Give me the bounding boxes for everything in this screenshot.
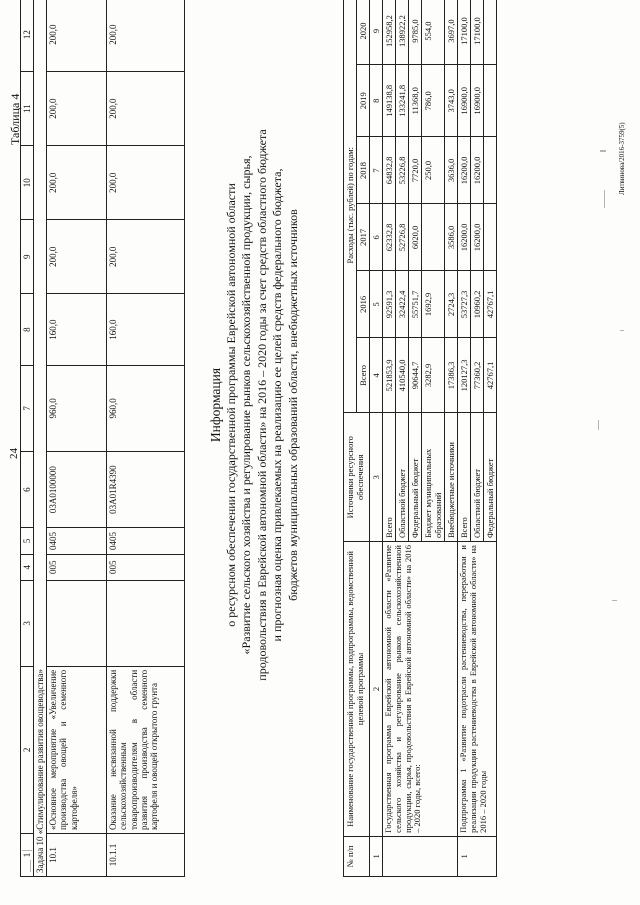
row-source: Федеральный бюджет: [409, 413, 422, 542]
col-number: 8: [370, 65, 383, 137]
row-2016: 160,0: [47, 294, 107, 366]
row-number: 1: [458, 836, 497, 876]
col-number: 6: [370, 204, 383, 271]
row-value: 52726,8: [396, 204, 409, 271]
row-value: [484, 0, 497, 65]
row-value: 7720,0: [409, 137, 422, 204]
row-value: 133241,8: [396, 65, 409, 137]
row-value: 3636,0: [445, 137, 458, 204]
row-value: 17100,0: [471, 0, 484, 65]
row-value: 92591,3: [383, 271, 396, 338]
header-year: 2018: [357, 137, 370, 204]
col-number: 1: [370, 836, 383, 876]
row-2020: 200,0: [47, 0, 107, 72]
activities-table: [20, 0, 185, 877]
row-source: Областной бюджет: [396, 413, 409, 542]
col-header: 10: [21, 146, 34, 220]
scan-mark: [604, 190, 605, 208]
row-total: 17386,3: [445, 338, 458, 413]
row-total: 410540,0: [396, 338, 409, 413]
title-line: бюджетов муниципальных образований области, внебюджетных источников: [285, 209, 300, 601]
col-header: 6: [21, 451, 34, 527]
col-number: 9: [370, 0, 383, 65]
row-2017: 200,0: [107, 220, 185, 294]
row-value: 53727,3: [458, 271, 471, 338]
row-value: [484, 137, 497, 204]
row-value: 786,0: [422, 65, 445, 137]
row-csr: 03А0100000: [47, 451, 107, 527]
row-source: Всего: [458, 413, 471, 542]
row-grbs: 005: [47, 554, 107, 580]
header-source: Источники ресурсного обеспечения: [344, 413, 370, 542]
row-source: Бюджет муниципальных образований: [422, 413, 445, 542]
col-header: 8: [21, 294, 34, 366]
col-header: 9: [21, 220, 34, 294]
row-2017: 200,0: [47, 220, 107, 294]
title-line: о ресурсном обеспечении государственной программы Еврейской автономной области: [223, 183, 238, 627]
title-line: «Развитие сельского хозяйства и регулирование рынков сельскохозяйственной продукции, сырья,: [239, 155, 253, 655]
row-value: 42767,1: [484, 271, 497, 338]
row-2018: 200,0: [47, 146, 107, 220]
row-value: 62332,8: [383, 204, 396, 271]
row-value: 1692,9: [422, 271, 445, 338]
row-value: 32422,4: [396, 271, 409, 338]
row-value: 16200,0: [458, 137, 471, 204]
scan-mark: [620, 330, 624, 331]
row-source: Всего: [383, 413, 396, 542]
row-2018: 200,0: [107, 146, 185, 220]
col-header: 4: [21, 554, 34, 580]
row-2019: 200,0: [107, 72, 185, 146]
header-year: 2020: [357, 0, 370, 65]
col-number-row: [370, 0, 383, 877]
header-num: № п/п: [344, 836, 370, 876]
row-total: 521853,9: [383, 338, 396, 413]
title-line: и прогнозная оценка привлекаемых на реализацию ее целей средств федерального бюджета,: [270, 168, 284, 642]
row-name: Оказание несвязанной поддержки сельскохозяйственным товаропроизводителям в области развития производства семенного картофеля и овощей открытого грунта: [107, 666, 185, 833]
row-value: 16200,0: [458, 204, 471, 271]
row-total: 120127,3: [458, 338, 471, 413]
resource-table: [343, 0, 497, 877]
row-grbs: 005: [107, 554, 185, 580]
col-header: 5: [21, 528, 34, 554]
col-header: 11: [21, 72, 34, 146]
row-value: 2724,3: [445, 271, 458, 338]
table-row: [458, 0, 471, 877]
row-total: 3282,9: [422, 338, 445, 413]
row-number: 10.1.1: [107, 834, 185, 877]
row-total: 42767,1: [484, 338, 497, 413]
row-number: 10.1: [47, 834, 107, 877]
table-header-row: [344, 0, 357, 877]
row-2019: 200,0: [47, 72, 107, 146]
row-executor: [47, 580, 107, 666]
col-number: 3: [370, 413, 383, 542]
col-header: 1: [21, 834, 34, 877]
row-value: 3743,0: [445, 65, 458, 137]
row-value: 55751,7: [409, 271, 422, 338]
row-value: [484, 204, 497, 271]
col-number: 4: [370, 338, 383, 413]
title-line: продовольствия в Еврейской автономной области» на 2016 – 2020 годы за счет средств областного бюджета: [254, 129, 269, 681]
row-rzpr: 0405: [47, 528, 107, 554]
row-value: [422, 204, 445, 271]
col-header: 12: [21, 0, 34, 72]
scan-mark: [612, 600, 617, 601]
header-total: Всего: [357, 338, 370, 413]
row-value: 3697,0: [445, 0, 458, 65]
header-year: 2016: [357, 271, 370, 338]
table-header-row: [21, 0, 34, 877]
row-source: Областной бюджет: [471, 413, 484, 542]
row-total: 960,0: [47, 365, 107, 451]
header-expenses: Расходы (тыс. рублей) по годам:: [344, 0, 357, 413]
title-heading: Информация: [208, 367, 223, 443]
scan-mark: [598, 420, 599, 430]
subprogram-name: Подпрограмма 1 «Развитие подотрасли растениеводства, переработки и реализации продукции растениеводства в Еврейской автономной области» на 2016 – 2020 годы: [458, 542, 497, 837]
col-header: 7: [21, 365, 34, 451]
scan-mark: [22, 850, 32, 851]
row-value: 6020,0: [409, 204, 422, 271]
task-row: [34, 0, 47, 877]
row-value: 250,0: [422, 137, 445, 204]
row-value: 53226,8: [396, 137, 409, 204]
row-total: 960,0: [107, 365, 185, 451]
row-value: 554,0: [422, 0, 445, 65]
scan-mark: [30, 860, 31, 872]
row-value: 10960,2: [471, 271, 484, 338]
scan-mark: [600, 150, 606, 152]
table-row: [107, 0, 185, 877]
program-name: Государственная программа Еврейской автономной области «Развитие сельского хозяйства и регулирование рынков сельскохозяйственной продукции, сырья, продовольствия в Еврейской автономной области» на 2016 – 2020 годы, всего:: [383, 542, 458, 837]
row-rzpr: 0405: [107, 528, 185, 554]
row-value: 16900,0: [471, 65, 484, 137]
col-header: 3: [21, 580, 34, 666]
table-row: [47, 0, 107, 877]
row-value: 149138,8: [383, 65, 396, 137]
row-total: 90644,7: [409, 338, 422, 413]
row-number: [383, 836, 458, 876]
section-title: [208, 105, 301, 705]
col-header: 2: [21, 666, 34, 833]
row-value: 64832,8: [383, 137, 396, 204]
task-title: Задача 10 «Стимулирование развития овощеводства»: [34, 0, 47, 877]
table-row: [383, 0, 396, 877]
row-source: Федеральный бюджет: [484, 413, 497, 542]
table-caption: Таблица 4: [8, 93, 22, 145]
row-value: 17100,0: [458, 0, 471, 65]
row-executor: [107, 580, 185, 666]
row-2016: 160,0: [107, 294, 185, 366]
row-value: [484, 65, 497, 137]
row-value: 9785,0: [409, 0, 422, 65]
header-year: 2017: [357, 204, 370, 271]
row-value: 16200,0: [471, 204, 484, 271]
col-number: 2: [370, 542, 383, 837]
col-number: 5: [370, 271, 383, 338]
row-source: Внебюджетные источники: [445, 413, 458, 542]
header-name: Наименование государственной программы, подпрограммы, ведомственной целевой программы: [344, 542, 370, 837]
row-csr: 03А01R4390: [107, 451, 185, 527]
row-value: 152958,2: [383, 0, 396, 65]
row-name: «Основное мероприятие «Увеличение производства овощей и семенного картофеля»: [47, 666, 107, 833]
row-value: 16200,0: [471, 137, 484, 204]
row-value: 11368,0: [409, 65, 422, 137]
row-value: 16900,0: [458, 65, 471, 137]
row-total: 77360,2: [471, 338, 484, 413]
row-2020: 200,0: [107, 0, 185, 72]
col-number: 7: [370, 137, 383, 204]
page-number: 24: [8, 448, 20, 459]
row-value: 138922,2: [396, 0, 409, 65]
document-reference: Литвинова/2016-3759(5): [618, 122, 626, 195]
row-value: 3586,0: [445, 204, 458, 271]
header-year: 2019: [357, 65, 370, 137]
